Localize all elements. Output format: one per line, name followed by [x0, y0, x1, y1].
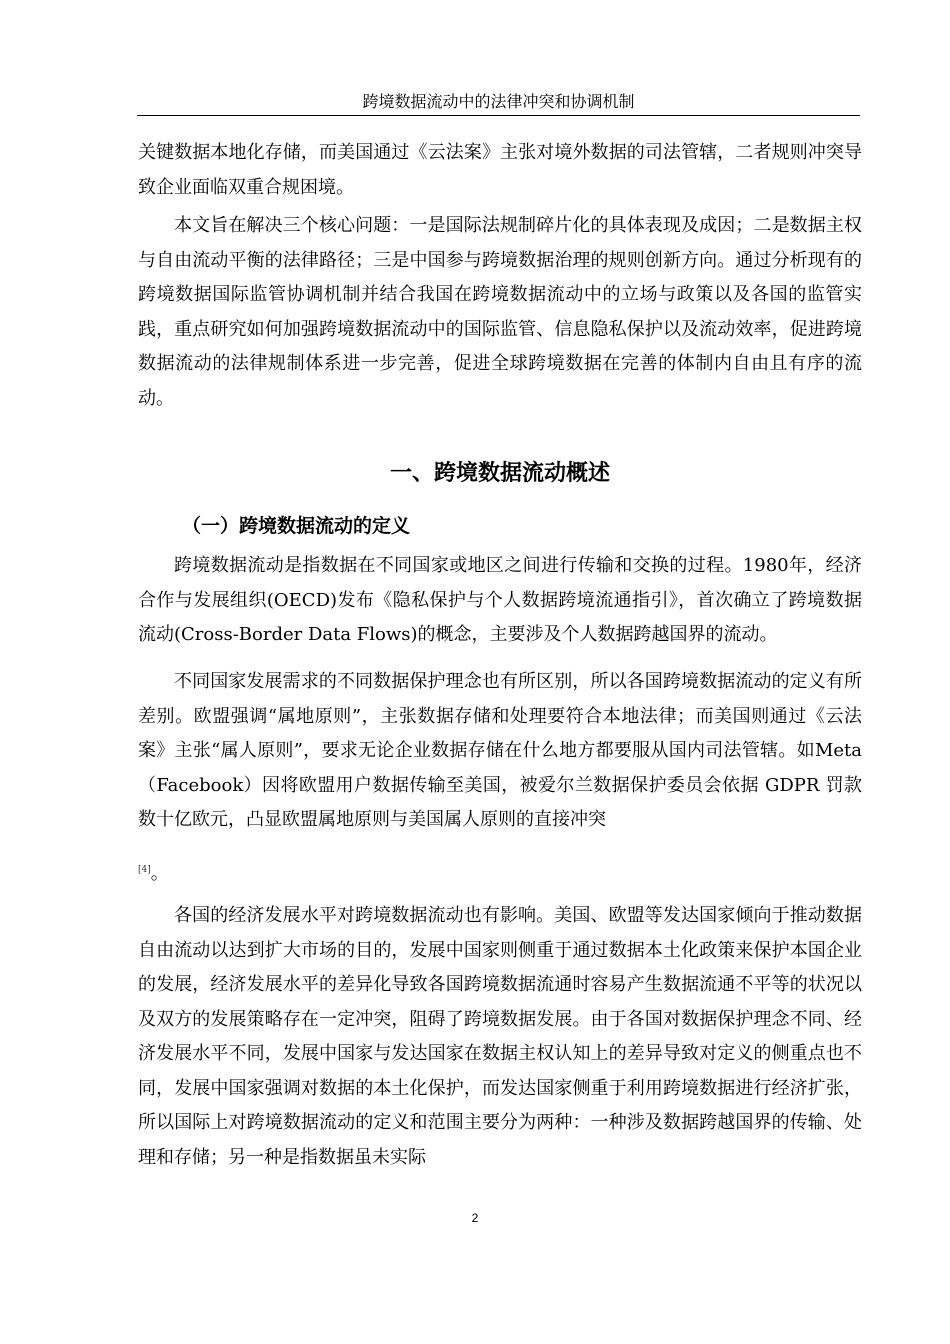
paragraph-principles: 不同国家发展需求的不同数据保护理念也有所区别，所以各国跨境数据流动的定义有所差别。欧盟强调“属地原则”，主张数据存储和处理要符合本地法律；而美国则通过《云法案》主张“属人原则”，要求无论企业数据存储在什么地方都要服从国内司法管辖。如Meta（Facebook）因将欧盟用户数据传输至美国，被爱尔兰数据保护委员会依据 GDPR 罚款数十亿欧元，凸显欧盟属地原则与美国属人原则的直接冲突 — [138, 671, 862, 830]
paragraph-objectives: 本文旨在解决三个核心问题：一是国际法规制碎片化的具体表现及成因；二是数据主权与自由流动平衡的法律路径；三是中国参与跨境数据治理的规则创新方向。通过分析现有的跨境数据国际监管协调机制并结合我国在跨境数据流动中的立场与政策以及各国的监管实践，重点研究如何加强跨境数据流动中的国际监管、信息隐私保护以及流动效率，促进跨境数据流动的法律规制体系进一步完善，促进全球跨境数据在完善的体制内自由且有序的流动。 — [138, 215, 862, 409]
citation-line — [138, 862, 169, 886]
running-header: 跨境数据流动中的法律冲突和协调机制 — [362, 92, 635, 111]
section-heading: 一、跨境数据流动概述 — [389, 461, 610, 486]
citation-period: 。 — [150, 863, 169, 884]
page-number: 2 — [471, 1211, 479, 1225]
subsection-heading: （一）跨境数据流动的定义 — [182, 515, 411, 537]
paragraph-definition: 跨境数据流动是指数据在不同国家或地区之间进行传输和交换的过程。1980年，经济合作与发展组织(OECD)发布《隐私保护与个人数据跨境流通指引》，首次确立了跨境数据流动(Cross-Border Data Flows)的概念，主要涉及个人数据跨越国界的流动。 — [138, 555, 862, 645]
paragraph-economic: 各国的经济发展水平对跨境数据流动也有影响。美国、欧盟等发达国家倾向于推动数据自由流动以达到扩大市场的目的，发展中国家则侧重于通过数据本土化政策来保护本国企业的发展，经济发展水平的差异化导致各国跨境数据流通时容易产生数据流通不平等的状况以及双方的发展策略存在一定冲突，阻碍了跨境数据发展。由于各国对数据保护理念不同、经济发展水平不同，发展中国家与发达国家在数据主权认知上的差异导致对定义的侧重点也不同，发展中国家强调对数据的本土化保护，而发达国家侧重于利用跨境数据进行经济扩张，所以国际上对跨境数据流动的定义和范围主要分为两种：一种涉及数据跨越国界的传输、处理和存储；另一种是指数据虽未实际 — [138, 905, 862, 1168]
paragraph-continuation: 关键数据本地化存储，而美国通过《云法案》主张对境外数据的司法管辖，二者规则冲突导致企业面临双重合规困境。 — [138, 142, 862, 198]
citation-marker: [4] — [138, 865, 151, 875]
header-divider — [137, 115, 860, 116]
